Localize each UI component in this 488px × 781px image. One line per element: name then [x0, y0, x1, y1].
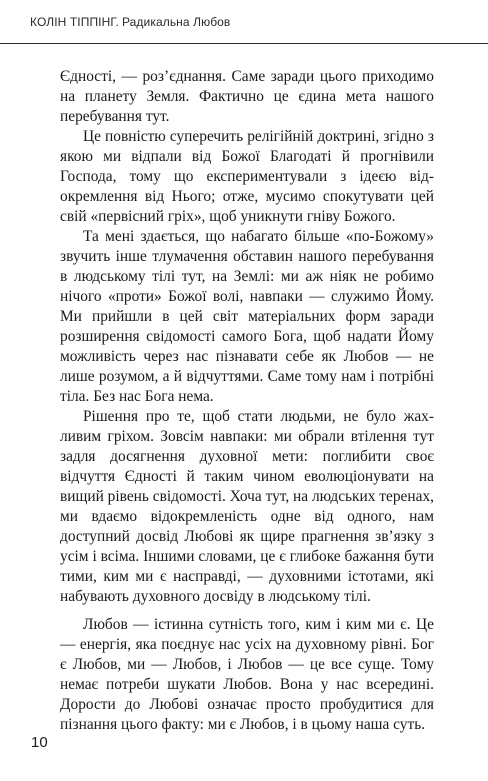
paragraph-4: Рішення про те, щоб стати людьми, не було жахливим гріхом. Зовсім навпаки: ми обрали втілення тут задля досягнення духовної мети: поглибити своє відчуття Єдності й таким чином еволюціонувати на вищий рівень свідомості. Хоча тут, на людських теренах, ми вдаємо відокремленість одне від одного, нам доступний досвід Любові як щире прагнення зв’язку з усім і всіма. Іншими словами, це є глибоке бажання бути тими, ким ми є насправді, — духовними істотами, які набувають духовного досвіду в людському тілі. — [60, 408, 434, 605]
page-number: 10 — [31, 734, 48, 751]
running-header — [0, 0, 488, 44]
paragraph-5: Любов — істинна сутність того, ким і ким ми є. Це — енергія, яка поєднує нас усіх на духовному рівні. Бог є Любов, ми — Любов, і Любов — це все суще. Тому немає потреби шукати Любов. Вона у нас всередині. Дорости до Любові означає просто пробудитися для пізнання цього факту: ми є Любов, і в цьому наша суть. — [60, 616, 434, 733]
header-book-title: Радикальна Любов — [121, 15, 231, 29]
paragraph-2: Це повністю суперечить релігійній доктрині, згідно з якою ми відпали від Божої Благодаті й прогнівили Господа, тому що експериментували з ідеєю відокремлення від Нього; отже, мусимо спокутувати цей свій «первісний гріх», щоб уникнути гніву Божого. — [60, 128, 434, 225]
paragraph-3: Та мені здається, що набагато більше «по-Божому» звучить інше тлумачення обставин нашого перебування в людському тілі тут, на Землі: ми аж ніяк не робимо нічого «проти» Божої волі, навпаки — служимо Йому. Ми прийшли в цей світ матеріальних форм заради розширення свідомості самого Бога, щоб надати Йому можливість через нас пізнавати себе як Любов — не лише розумом, а й відчуттями. Саме тому нам і потрібні тіла. Без нас Бога нема. — [60, 228, 434, 405]
header-text — [30, 15, 230, 29]
header-author: КОЛІН ТІППІНГ. — [30, 15, 119, 29]
body-text — [60, 67, 434, 735]
paragraph-1: Єдності, — роз’єднання. Саме заради цього приходимо на планету Земля. Фактично це єдина мета нашого перебування тут. — [60, 68, 434, 125]
